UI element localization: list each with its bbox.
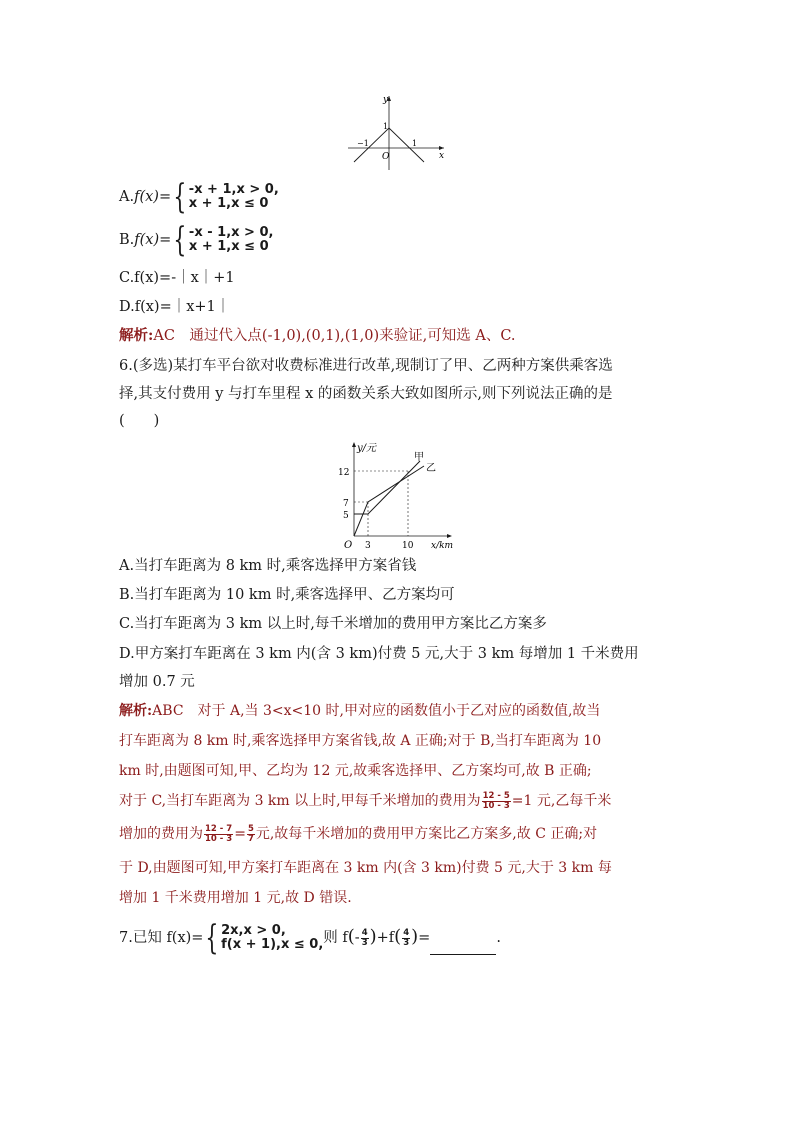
brace-icon: {: [205, 918, 219, 958]
q7-stem: [119, 918, 501, 958]
q6-analysis-line6: 于 D,由题图可知,甲方案打车距离在 3 km 内(含 3 km)付费 5 元,大于 3 km 每: [119, 860, 612, 876]
q6-label-jia: 甲: [414, 452, 424, 463]
q6-analysis-line4: [119, 791, 611, 811]
q6-stem-line1: 6.(多选)某打车平台欲对收费标准进行改革,现制订了甲、乙两种方案供乘客选: [119, 358, 613, 374]
q6-stem-line3: ( ): [119, 413, 160, 429]
q5-option-a-label: A.: [119, 189, 135, 205]
q6-fraction-2: [204, 825, 233, 844]
q5-option-c: C.f(x)=-｜x｜+1: [119, 270, 235, 286]
q6-analysis-line5: [119, 824, 597, 844]
q6-fraction-1-den: 10 - 3: [482, 800, 510, 811]
q6-analysis-text5b: =: [234, 826, 246, 842]
q6-analysis-text4b: =1 元,乙每千米: [511, 793, 612, 809]
q6-option-d-line2: 增加 0.7 元: [119, 674, 195, 690]
q7-mid: 则 f: [323, 930, 348, 946]
q6-tick-x3: 3: [365, 541, 371, 551]
q6-line-yi: [354, 466, 424, 536]
q6-analysis-label: 解析:: [119, 703, 153, 719]
q6-analysis-line2: 打车距离为 8 km 时,乘客选择甲方案省钱,故 A 正确;对于 B,当打车距离为 10: [119, 733, 602, 749]
q5-tick-1y: 1: [383, 122, 389, 131]
q7-period: .: [496, 930, 501, 946]
q6-option-a: A.当打车距离为 8 km 时,乘客选择甲方案省钱: [119, 558, 417, 574]
q6-analysis-text5a: 增加的费用为: [119, 826, 203, 842]
q7-paren-close-2: ): [411, 926, 419, 947]
q5-tick-neg1: −1: [357, 139, 369, 148]
q7-fraction-1-den: 3: [361, 937, 368, 948]
q6-x-arrow: [447, 534, 452, 538]
q6-chart: [330, 438, 460, 553]
q6-y-arrow: [352, 442, 356, 447]
q6-analysis-text4a: 对于 C,当打车距离为 3 km 以上时,甲每千米增加的费用为: [119, 793, 481, 809]
q5-analysis: [119, 326, 516, 346]
brace-icon: {: [173, 220, 187, 260]
q5-option-b: [119, 220, 274, 260]
q7-fraction-2-num: 4: [403, 927, 410, 938]
q5-option-d: D.f(x)=｜x+1｜: [119, 299, 231, 315]
q5-x-arrow: [439, 146, 444, 150]
q6-option-b: B.当打车距离为 10 km 时,乘客选择甲、乙方案均可: [119, 587, 455, 603]
q5-option-a: [119, 177, 279, 217]
brace-icon: {: [173, 177, 187, 217]
q6-line-jia: [354, 461, 420, 514]
q5-option-a-case2: x + 1,x ≤ 0: [188, 196, 269, 211]
q5-analysis-text: AC 通过代入点(-1,0),(0,1),(1,0)来验证,可知选 A、C.: [153, 328, 516, 344]
q6-tick-y12: 12: [338, 468, 350, 478]
q7-paren-open-2: (: [394, 926, 402, 947]
q7-case1: 2x,x > 0,: [221, 923, 286, 938]
q5-y-label: y: [383, 95, 389, 105]
q5-x-label: x: [439, 151, 445, 161]
q6-tick-y7: 7: [343, 499, 349, 509]
q6-analysis-text5c: 元,故每千米增加的费用甲方案比乙方案多,故 C 正确;对: [255, 826, 598, 842]
q7-paren-open-1: (: [347, 926, 355, 947]
q6-fraction-3: [247, 825, 255, 844]
q7-fraction-2: [402, 929, 410, 948]
q6-stem-line2: 择,其支付费用 y 与打车里程 x 的函数关系大致如图所示,则下列说法正确的是: [119, 386, 613, 402]
q6-fraction-1-num: 12 - 5: [482, 790, 510, 801]
q5-graph: [340, 92, 450, 172]
q6-tick-y5: 5: [343, 511, 349, 521]
q6-origin: O: [344, 540, 353, 551]
q5-option-a-case1: -x + 1,x > 0,: [188, 182, 279, 197]
q6-fraction-3-num: 5: [247, 823, 254, 834]
q6-fraction-1: [482, 792, 511, 811]
q7-fraction-1-num: 4: [361, 927, 368, 938]
q7-plus: +f: [376, 930, 395, 946]
q5-option-a-fx: f(x)=: [134, 189, 172, 205]
q7-answer-blank[interactable]: [430, 940, 496, 955]
q5-option-b-case2: x + 1,x ≤ 0: [188, 239, 269, 254]
q5-option-b-label: B.: [119, 232, 135, 248]
q5-origin: O: [382, 152, 390, 162]
q5-option-b-fx: f(x)=: [134, 232, 172, 248]
q7-case2: f(x + 1),x ≤ 0,: [221, 937, 324, 952]
q5-option-b-case1: -x - 1,x > 0,: [188, 225, 274, 240]
q6-fraction-3-den: 7: [247, 833, 254, 844]
q7-equals: =: [418, 930, 431, 946]
q5-analysis-label: 解析:: [119, 327, 154, 344]
q7-fraction-2-den: 3: [403, 937, 410, 948]
q6-option-d-line1: D.甲方案打车距离在 3 km 内(含 3 km)付费 5 元,大于 3 km 每增加 1 千米费用: [119, 646, 639, 662]
q6-option-c: C.当打车距离为 3 km 以上时,每千米增加的费用甲方案比乙方案多: [119, 616, 547, 632]
q7-paren-close-1: ): [369, 926, 377, 947]
q6-fraction-2-den: 10 - 3: [205, 833, 233, 844]
q6-analysis-text1: ABC 对于 A,当 3<x<10 时,甲对应的函数值小于乙对应的函数值,故当: [152, 703, 601, 719]
q7-fraction-1: [361, 929, 369, 948]
q6-tick-x10: 10: [402, 541, 414, 551]
q6-xlabel: x/km: [431, 541, 454, 551]
q7-prefix: 7.已知 f(x)=: [119, 930, 204, 946]
q6-analysis-line3: km 时,由题图可知,甲、乙均为 12 元,故乘客选择甲、乙方案均可,故 B 正确;: [119, 763, 592, 779]
q6-fraction-2-num: 12 - 7: [205, 823, 233, 834]
q5-tick-1x: 1: [412, 139, 418, 148]
q6-ylabel: y/元: [357, 443, 377, 454]
q6-analysis-line7: 增加 1 千米费用增加 1 元,故 D 错误.: [119, 890, 352, 906]
q7-arg1-sign: -: [354, 930, 360, 946]
q6-analysis-line1: [119, 701, 600, 721]
q6-label-yi: 乙: [426, 463, 436, 474]
